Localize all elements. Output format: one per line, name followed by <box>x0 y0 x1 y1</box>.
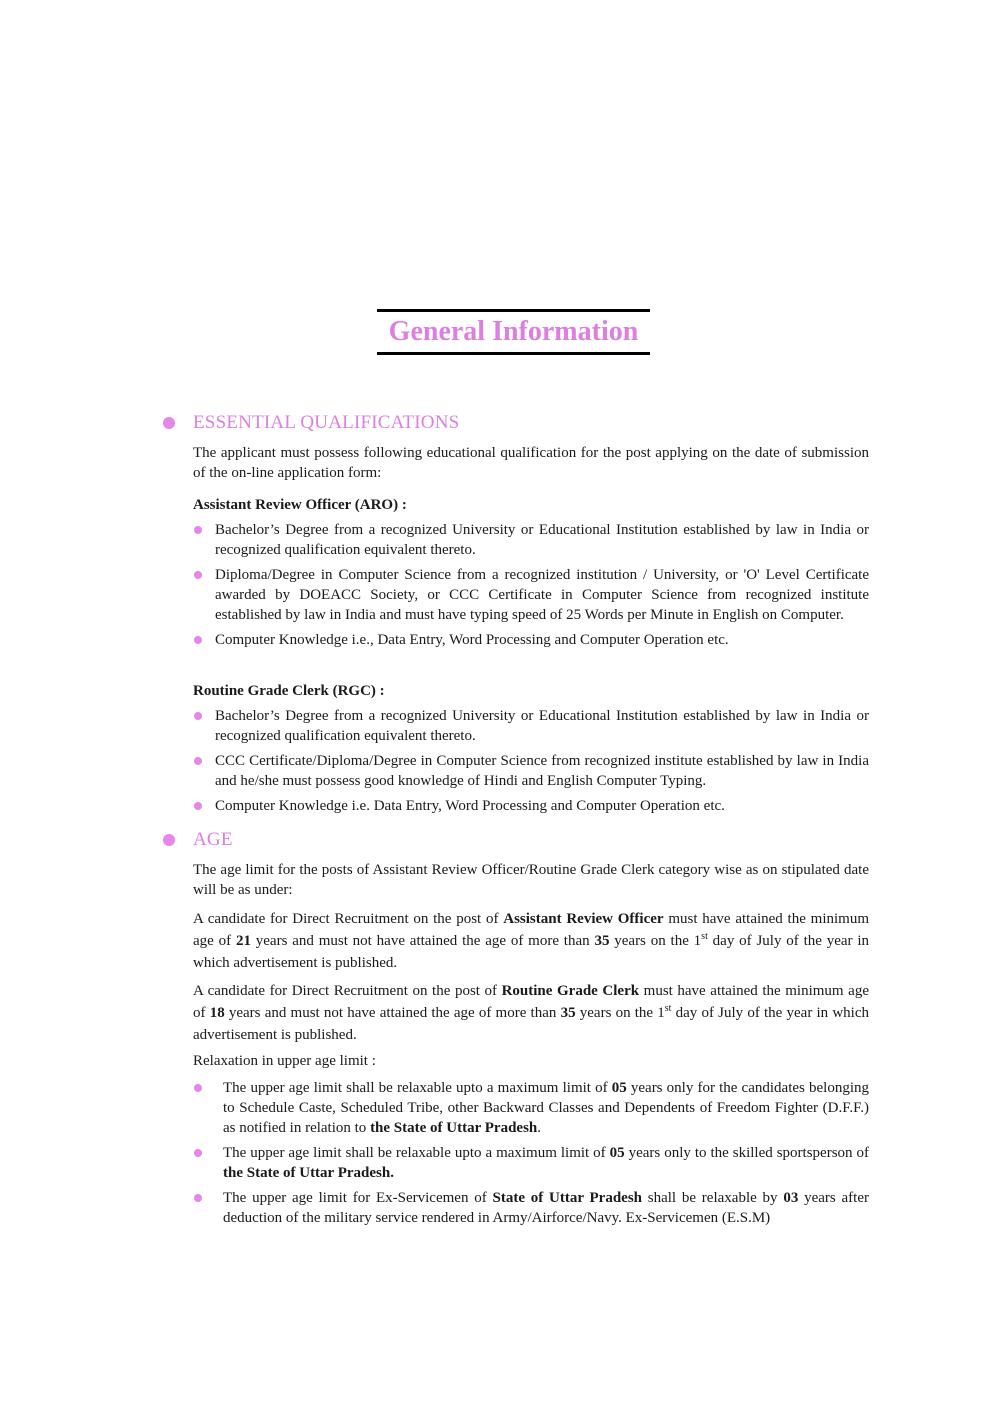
bullet-icon <box>194 1149 202 1157</box>
relaxation-heading: Relaxation in upper age limit : <box>193 1053 376 1069</box>
bullet-icon <box>194 526 202 534</box>
bullet-icon <box>194 571 202 579</box>
list-item: The upper age limit shall be relaxable upto a maximum limit of 05 years only for the candidates belonging to Schedule Caste, Scheduled Tribe, other Backward Classes and Dependents of Freedom Fighter (D.F.F.) as notified in relation to the State of Uttar Pradesh. <box>193 1078 869 1138</box>
section-bullet-icon <box>163 417 175 429</box>
rgc-qualification-list <box>193 706 869 816</box>
list-item: CCC Certificate/Diploma/Degree in Computer Science from recognized institute established by law in India and he/she must possess good knowledge of Hindi and English Computer Typing. <box>193 751 869 791</box>
list-item: Bachelor’s Degree from a recognized University or Educational Institution established by law in India or recognized qualification equivalent thereto. <box>193 706 869 746</box>
list-item: Computer Knowledge i.e. Data Entry, Word Processing and Computer Operation etc. <box>193 796 869 816</box>
age-aro-paragraph: A candidate for Direct Recruitment on the post of Assistant Review Officer must have attained the minimum age of 21 years and must not have attained the age of more than 35 years on the 1st day of July of the year in which advertisement is published. <box>193 911 869 971</box>
list-item: Bachelor’s Degree from a recognized University or Educational Institution established by law in India or recognized qualification equivalent thereto. <box>193 520 869 560</box>
aro-heading: Assistant Review Officer (ARO) : <box>193 497 407 513</box>
bullet-icon <box>194 802 202 810</box>
list-item: The upper age limit shall be relaxable upto a maximum limit of 05 years only to the skilled sportsperson of the State of Uttar Pradesh. <box>193 1143 869 1183</box>
aro-qualification-list <box>193 520 869 650</box>
bullet-icon <box>194 636 202 644</box>
page-title-block <box>377 309 650 355</box>
bullet-icon <box>194 757 202 765</box>
bullet-icon <box>194 1194 202 1202</box>
rgc-heading: Routine Grade Clerk (RGC) : <box>193 683 385 699</box>
list-item: Diploma/Degree in Computer Science from a recognized institution / University, or 'O' Level Certificate awarded by DOEACC Society, or CCC Certificate in Computer Science from recognized institute established by law in India and must have typing speed of 25 Words per Minute in English on Computer. <box>193 565 869 625</box>
section-bullet-icon <box>163 834 175 846</box>
bullet-icon <box>194 1084 202 1092</box>
section-heading-age <box>163 828 233 852</box>
section-title: AGE <box>193 829 233 850</box>
section-heading-qualifications <box>163 411 459 435</box>
age-rgc-paragraph: A candidate for Direct Recruitment on the post of Routine Grade Clerk must have attained the minimum age of 18 years and must not have attained the age of more than 35 years on the 1st day of July of the year in which advertisement is published. <box>193 983 870 1043</box>
age-intro: The age limit for the posts of Assistant Review Officer/Routine Grade Clerk category wise as on stipulated date will be as under: <box>193 862 869 898</box>
relaxation-list <box>193 1078 869 1228</box>
page-title: General Information <box>388 316 639 347</box>
list-item: The upper age limit for Ex-Servicemen of State of Uttar Pradesh shall be relaxable by 03 years after deduction of the military service rendered in Army/Airforce/Navy. Ex-Servicemen (E.S.M) <box>193 1188 869 1228</box>
list-item: Computer Knowledge i.e., Data Entry, Word Processing and Computer Operation etc. <box>193 630 869 650</box>
qualifications-intro: The applicant must possess following educational qualification for the post applying on the date of submission of the on-line application form: <box>193 445 869 481</box>
bullet-icon <box>194 712 202 720</box>
section-title: ESSENTIAL QUALIFICATIONS <box>193 412 460 433</box>
